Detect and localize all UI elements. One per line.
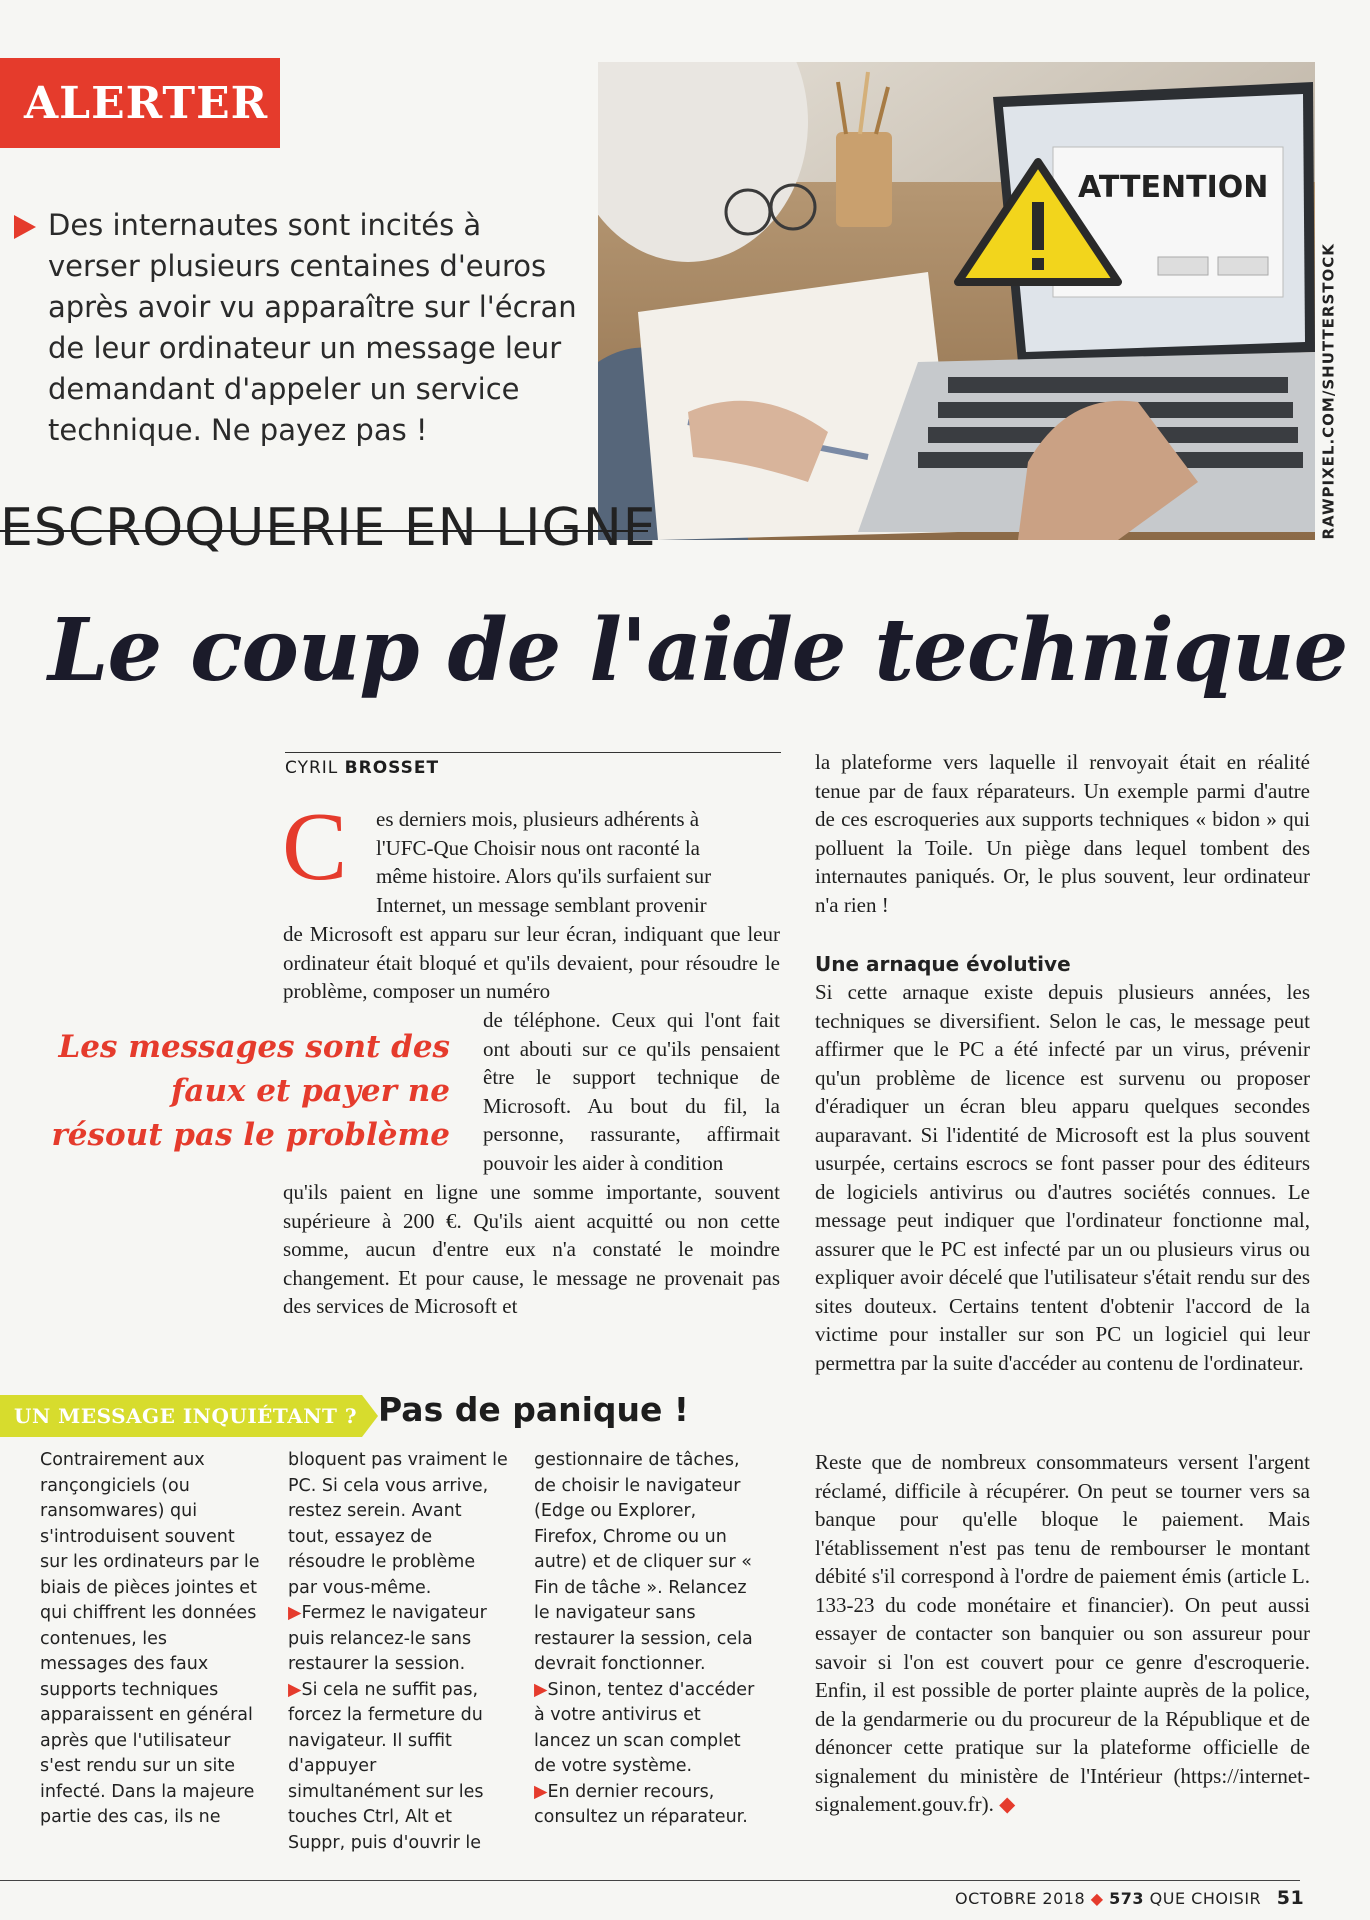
paragraph-1-cap: es derniers mois, plusieurs adhérents à l'UFC-Que Choisir nous ont raconté la même histoire. Alors qu'ils surfaient sur Internet, un message semblant provenir [376, 807, 712, 917]
drop-cap: C [282, 793, 348, 901]
diamond-icon: ◆ [1090, 1889, 1104, 1908]
subheading: Une arnaque évolutive [815, 952, 1071, 976]
box-tag: UN MESSAGE INQUIÉTANT ? [0, 1395, 362, 1437]
box-column-2: bloquent pas vraiment le PC. Si cela vous arrive, restez serein. Avant tout, essayez de résoudre le problème par vous-même. ▶Fermez le navigateur puis relancez-le sans restaurer la session. ▶Si cela ne suffit pas, forcez la fermeture du navigateur. Il suffit d'appuyer simultanément sur les touches Ctrl, Alt et Suppr, puis d'ouvrir le [288, 1448, 508, 1856]
bullet-arrow-icon: ▶ [288, 1603, 302, 1623]
headline: Le coup de l'aide technique [48, 600, 1348, 701]
column-2-paragraph-2: Si cette arnaque existe depuis plusieurs années, les techniques se diversifient. Selon le cas, le message peut affirmer que le PC a été infecté par un virus, prévenir qu'un problème de licence est survenu ou proposer d'éradiquer un écran bleu apparu quelques secondes auparavant. Si l'identité de Microsoft est la plus souvent usurpée, certains escrocs se font passer pour des éditeurs de logiciels antivirus ou d'autres sociétés connues. Le message peut indiquer que l'ordinateur fonctionne mal, assurer que le PC est infecté par un ou plusieurs virus ou expliquer avoir décelé que l'utilisateur s'était rendu sur des sites douteux. Certains tentent d'obtenir l'accord de la victime pour installer sur son PC un logiciel qui leur permettra par la suite d'accéder au contenu de l'ordinateur. [815, 980, 1310, 1375]
byline-rule [285, 752, 781, 753]
box-bullet: ▶En dernier recours, consultez un réparateur. [534, 1781, 748, 1827]
column-2-paragraph-1: la plateforme vers laquelle il renvoyait était en réalité tenue par de faux réparateurs. Un exemple parmi d'autre de ces escroqueries aux supports techniques « bidon » qui polluent la Toile. Un piège dans lequel tombent des internautes paniqués. Or, le plus souvent, leur ordinateur n'a rien ! [815, 750, 1310, 917]
box-column-1: Contrairement aux rançongiciels (ou ransomwares) qui s'introduisent souvent sur les ordinateurs par le biais de pièces jointes et qui chiffrent les données contenues, les messages des faux supports techniques apparaissent en général après que l'utilisateur s'est rendu sur un site infecté. Dans la majeure partie des cas, ils ne [40, 1450, 260, 1827]
end-mark-icon: ◆ [999, 1792, 1016, 1816]
pull-quote: Les messages sont des faux et payer ne résout pas le problème [51, 1029, 450, 1153]
box-bullet: ▶Sinon, tentez d'accéder à votre antivirus et lancez un scan complet de votre système. [534, 1679, 755, 1776]
box-bullet: ▶Fermez le navigateur puis relancez-le sans restaurer la session. [288, 1603, 487, 1674]
box-tag-arrow-icon [362, 1395, 378, 1437]
photo-credit: RAWPIXEL.COM/SHUTTERSTOCK [1319, 243, 1338, 540]
section-tag-label: ALERTER [24, 78, 269, 129]
bullet-arrow-icon: ▶ [288, 1679, 302, 1700]
page-footer: OCTOBRE 2018 ◆ 573 QUE CHOISIR 51 [955, 1887, 1305, 1909]
paragraph-1-narrow: de téléphone. Ceux qui l'ont fait ont abouti sur ce qu'ils pensaient être le support technique de Microsoft. Au bout du fil, la personne, rassurante, affirmait pouvoir les aider à condition [483, 1008, 780, 1175]
byline: CYRIL BROSSET [285, 758, 440, 778]
section-tag [0, 58, 280, 148]
box-bullet: ▶Si cela ne suffit pas, forcez la fermeture du navigateur. Il suffit d'appuyer simultanément sur les touches Ctrl, Alt et Suppr, puis d'ouvrir le [288, 1679, 484, 1853]
paragraph-1-full: de Microsoft est apparu sur leur écran, indiquant que leur ordinateur était bloqué et qu'ils devaient, pour résoudre le problème, composer un numéro [283, 922, 780, 1003]
box-column-3: gestionnaire de tâches, de choisir le navigateur (Edge ou Explorer, Firefox, Chrome ou un autre) et de cliquer sur « Fin de tâche ». Relancez le navigateur sans restaurer la session, cela devrait fonctionner. ▶Sinon, tentez d'accéder à votre antivirus et lancez un scan complet de votre système. ▶En dernier recours, consultez un réparateur. [534, 1448, 759, 1831]
footer-rule [0, 1880, 1300, 1881]
bullet-arrow-icon: ▶ [534, 1781, 548, 1802]
paragraph-1-end: qu'ils paient en ligne une somme importante, souvent supérieure à 200 €. Qu'ils aient acquitté ou non cette somme, aucun d'entre eux n'a constaté le moindre changement. Et pour cause, le message ne provenait pas des services de Microsoft et [283, 1180, 780, 1318]
box-title: Pas de panique ! [378, 1390, 689, 1429]
column-2-paragraph-3: Reste que de nombreux consommateurs versent l'argent réclamé, difficile à récupérer. On peut se tourner vers sa banque pour qu'elle bloque le paiement. Mais l'établissement n'est pas tenu de rembourser le montant débité s'il correspond à l'ordre de paiement émis (article L. 133-23 du code monétaire et financier). On peut aussi essayer de contacter son banquier ou son assureur pour savoir si l'on est couvert pour ce genre d'escroquerie. Enfin, il est possible de porter plainte auprès de la police, de la gendarmerie ou du procureur de la République et de dénoncer cette pratique sur la plateforme officielle de signalement du ministère de l'Intérieur (https://internet-signalement.gouv.fr). ◆ [815, 1450, 1310, 1816]
intro-paragraph: Des internautes sont incités à verser plusieurs centaines d'euros après avoir vu apparaître sur l'écran de leur ordinateur un message leur demandant d'appeler un service technique. Ne payez pas ! [48, 208, 577, 447]
page-number: 51 [1276, 1887, 1305, 1909]
kicker: ESCROQUERIE EN LIGNE [0, 498, 657, 558]
screen-attention-text: ATTENTION [1078, 170, 1269, 205]
bullet-arrow-icon [14, 215, 36, 239]
bullet-arrow-icon: ▶ [534, 1679, 548, 1700]
article-photo [598, 62, 1315, 540]
